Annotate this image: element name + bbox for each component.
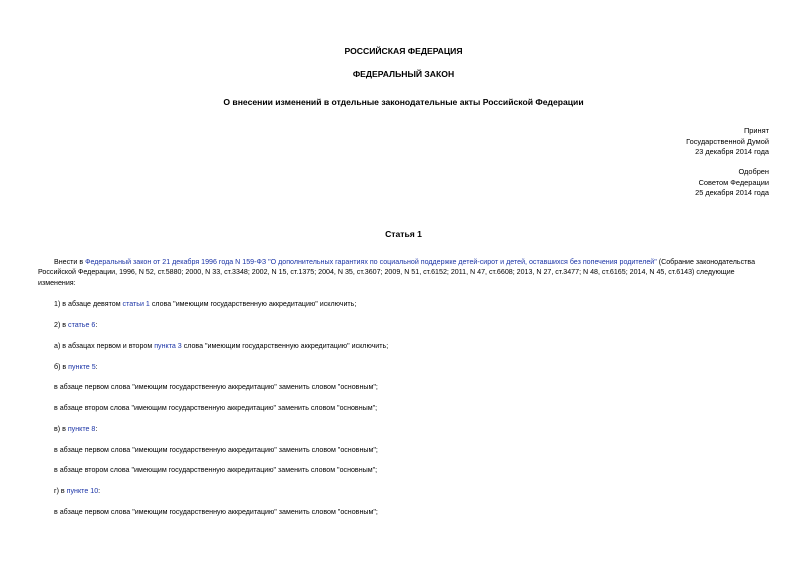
document-header-federation: РОССИЙСКАЯ ФЕДЕРАЦИЯ [344,46,463,56]
list-item: 1) в абзаце девятом статьи 1 слова "имеющим государственную аккредитацию" исключить; [54,300,357,308]
list-item: в абзаце первом слова "имеющим государственную аккредитацию" заменить словом "основным"; [54,446,378,454]
adoption-block-council [695,167,769,199]
adoption-approved: Одобрен [738,167,769,176]
intro-text-after: (Собрание законодательства Российской Федерации, 1996, N 52, ст.5880; 2000, N 33, ст.3348; 2002, N 15, ст.1375; 2004, N 35, ст.3607; 2009, N 51, ст.6152; 2011, N 47, ст.6608; 2013, N 27, ст.3477; N 48, ст.6165; 2014, N 45, ст.6143) следующие изменения: [38,258,756,287]
point-3-link[interactable]: пункта 3 [154,342,182,350]
list-item: б) в пункте 5: [54,363,98,371]
list-item: в абзаце первом слова "имеющим государственную аккредитацию" заменить словом "основным"; [54,383,378,391]
federal-law-159-link[interactable]: Федеральный закон от 21 декабря 1996 года N 159-ФЗ "О дополнительных гарантиях по социальной поддержке детей-сирот и детей, оставшихся без попечения родителей" [85,258,657,266]
adoption-block-duma [686,126,769,158]
document-header-law-type: ФЕДЕРАЛЬНЫЙ ЗАКОН [352,69,455,79]
intro-text-before: Внести в [54,258,86,266]
list-item: г) в пункте 10: [54,487,101,495]
adoption-accepted: Принят [743,126,769,135]
point-10-link[interactable]: пункте 10 [66,487,99,495]
adoption-approved-date: 25 декабря 2014 года [695,188,769,197]
article-1-link[interactable]: статьи 1 [122,300,150,308]
article-6-link[interactable]: статье 6 [68,321,96,329]
list-item: 2) в статье 6: [54,321,98,329]
list-item: а) в абзацах первом и втором пункта 3 слова "имеющим государственную аккредитацию" исключить; [54,342,389,350]
adoption-approved-by: Советом Федерации [698,177,769,187]
point-8-link[interactable]: пункте 8 [67,425,96,433]
list-item: в абзаце первом слова "имеющим государственную аккредитацию" заменить словом "основным"; [54,508,378,516]
list-item: в абзаце втором слова "имеющим государственную аккредитацию" заменить словом "основным"; [54,404,378,412]
adoption-accepted-by: Государственной Думой [686,136,769,146]
law-title: О внесении изменений в отдельные законодательные акты Российской Федерации [223,97,584,107]
list-item: в) в пункте 8: [54,425,98,433]
point-5-link[interactable]: пункте 5 [68,363,96,371]
list-item: в абзаце втором слова "имеющим государственную аккредитацию" заменить словом "основным"; [54,466,378,474]
article-title: Статья 1 [385,229,422,239]
article-intro-paragraph [38,257,769,288]
adoption-accepted-date: 23 декабря 2014 года [695,147,769,156]
